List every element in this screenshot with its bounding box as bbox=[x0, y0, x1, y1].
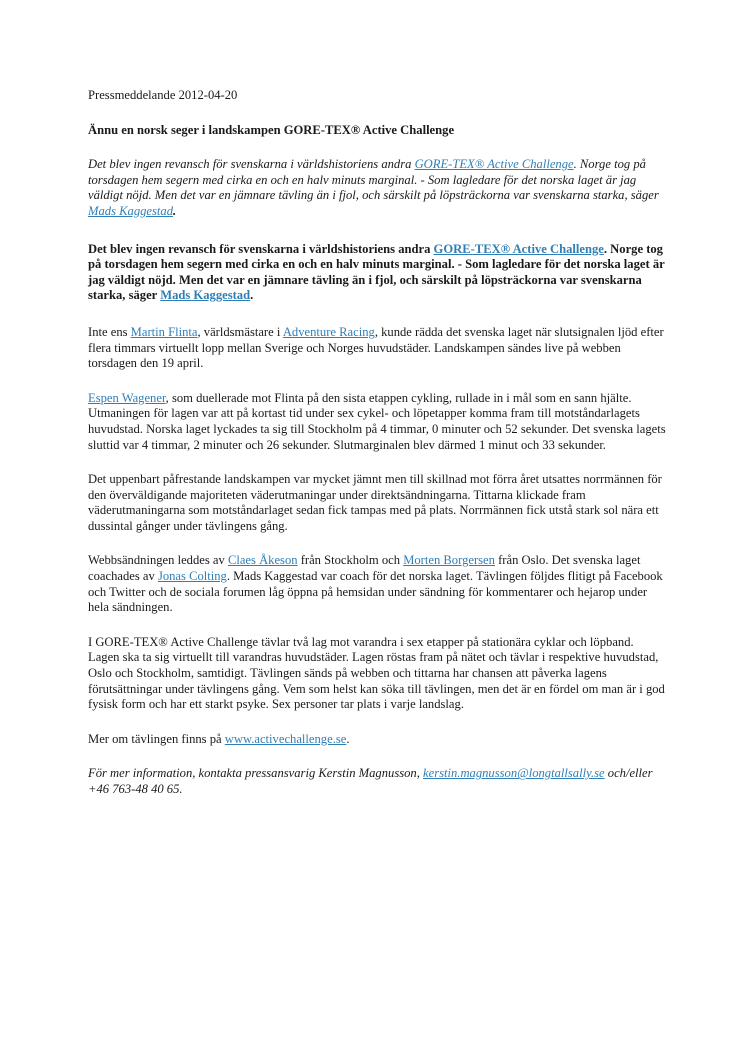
lead-bold-text-3: . bbox=[250, 288, 254, 303]
paragraph-2 bbox=[88, 391, 668, 453]
p1-text-3: , kunde rädda det svenska laget när slutsignalen ljöd efter flera timmars virtuellt lopp mellan Sverige och Norges huvudstäder. Landskampen sändes live på webben torsdagen den 19 april. bbox=[88, 324, 664, 371]
contact-paragraph bbox=[88, 766, 668, 797]
jonas-colting-link[interactable]: Jonas Colting bbox=[157, 569, 227, 584]
p6-text-2: . bbox=[346, 731, 350, 746]
morten-borgersen-link[interactable]: Morten Borgersen bbox=[403, 553, 495, 568]
p4-text-2: från Stockholm och bbox=[297, 553, 404, 568]
contact-text-1: För mer information, kontakta pressansvarig Kerstin Magnusson, bbox=[88, 766, 424, 781]
espen-wagener-link[interactable]: Espen Wagener bbox=[88, 390, 166, 405]
paragraph-4 bbox=[88, 553, 668, 615]
lead-bold-text-2: . Norge tog på torsdagen hem segern med cirka en och en halv minuts marginal. - Som lagledare för det norska laget är jag väldigt nöjd. Men det var en jämnare tävling än i fjol, och särskilt på löpsträckorna var svenskarna starka, säger bbox=[88, 241, 665, 303]
lead-text-3: . bbox=[173, 203, 177, 218]
lead-text-2: . Norge tog på torsdagen hem segern med cirka en och en halv minuts marginal. - Som lagledare för det norska laget är jag väldigt nöjd. Men det var en jämnare tävling än i fjol, och särskilt på löpsträckorna var svenskarna starka, säger bbox=[88, 157, 659, 203]
lead-paragraph-bold bbox=[88, 242, 668, 304]
paragraph-6 bbox=[88, 732, 668, 748]
gore-tex-challenge-link-bold[interactable]: GORE-TEX® Active Challenge bbox=[433, 241, 604, 256]
p6-text-1: Mer om tävlingen finns på bbox=[88, 731, 225, 746]
page-title: Ännu en norsk seger i landskampen GORE-TEX® Active Challenge bbox=[88, 122, 455, 137]
press-release-page bbox=[88, 88, 668, 798]
lead-bold-text-1: Det blev ingen revansch för svenskarna i världshistoriens andra bbox=[88, 241, 434, 256]
paragraph-5: I GORE-TEX® Active Challenge tävlar två lag mot varandra i sex etapper på stationära cyklar och löpband. Lagen ska ta sig virtuellt till varandras huvudstäder. Lagen röstas fram på nätet och tävlar i respektive huvudstad, Oslo och Stockholm, samtidigt. Tävlingen sänds på webben och tittarna har chansen att påverka lagens förutsättningar under tävlingens gång. Vem som helst kan söka till tävlingen, men det är en fördel om man är i god fysisk form och har ett starkt psyke. Sex personer tar plats i varje landslag. bbox=[88, 634, 665, 712]
p2-text-1: , som duellerade mot Flinta på den sista etappen cykling, rullade in i mål som en sann hjälte. Utmaningen för lagen var att på kortast tid under sex cykel- och löpetapper komma fram till motståndarlagets huvudstad. Norska laget lyckades ta sig till Stockholm på 4 timmar, 0 minuter och 52 sekunder. Det svenska lagets sluttid var 4 timmar, 2 minuter och 26 sekunder. Slutmarginalen blev därmed 1 minut och 33 sekunder. bbox=[88, 390, 666, 452]
p4-text-1: Webbsändningen leddes av bbox=[88, 553, 228, 568]
p1-text-1: Inte ens bbox=[88, 324, 131, 339]
lead-text-1: Det blev ingen revansch för svenskarna i världshistoriens andra bbox=[88, 157, 415, 172]
date-line: Pressmeddelande 2012-04-20 bbox=[88, 88, 238, 102]
mads-kaggestad-link[interactable]: Mads Kaggestad bbox=[88, 203, 174, 218]
lead-paragraph-italic bbox=[88, 157, 668, 219]
p4-text-3: från Oslo. Det svenska laget coachades av bbox=[88, 553, 641, 584]
gore-tex-challenge-link[interactable]: GORE-TEX® Active Challenge bbox=[414, 157, 574, 172]
mads-kaggestad-link-bold[interactable]: Mads Kaggestad bbox=[160, 288, 251, 303]
activechallenge-website-link[interactable]: www.activechallenge.se bbox=[224, 731, 347, 746]
adventure-racing-link[interactable]: Adventure Racing bbox=[282, 324, 375, 339]
contact-text-2: och/eller +46 763-48 40 65. bbox=[88, 766, 653, 796]
contact-email-link[interactable]: kerstin.magnusson@longtallsally.se bbox=[423, 766, 605, 781]
p4-text-4: . Mads Kaggestad var coach för det norska laget. Tävlingen följdes flitigt på Facebook och Twitter och de sociala forumen låg öppna på hemsidan under sändning för kommentarer och hejarop under hela sändningen. bbox=[88, 569, 663, 615]
p1-text-2: , världsmästare i bbox=[197, 324, 283, 339]
paragraph-3: Det uppenbart påfrestande landskampen var mycket jämnt men till skillnad mot förra året utsattes norrmännen för den överväldigande majoriteten väderutmaningar under direktsändningarna. Tittarna klickade fram väderutmaningarna som motståndarlaget sedan fick tampas med på plats. Norrmännen fick utstå stark sol nära ett dussintal gånger under tävlingens gång. bbox=[88, 472, 662, 533]
claes-akeson-link[interactable]: Claes Åkeson bbox=[227, 553, 298, 568]
martin-flinta-link[interactable]: Martin Flinta bbox=[130, 324, 198, 339]
paragraph-1 bbox=[88, 325, 668, 372]
